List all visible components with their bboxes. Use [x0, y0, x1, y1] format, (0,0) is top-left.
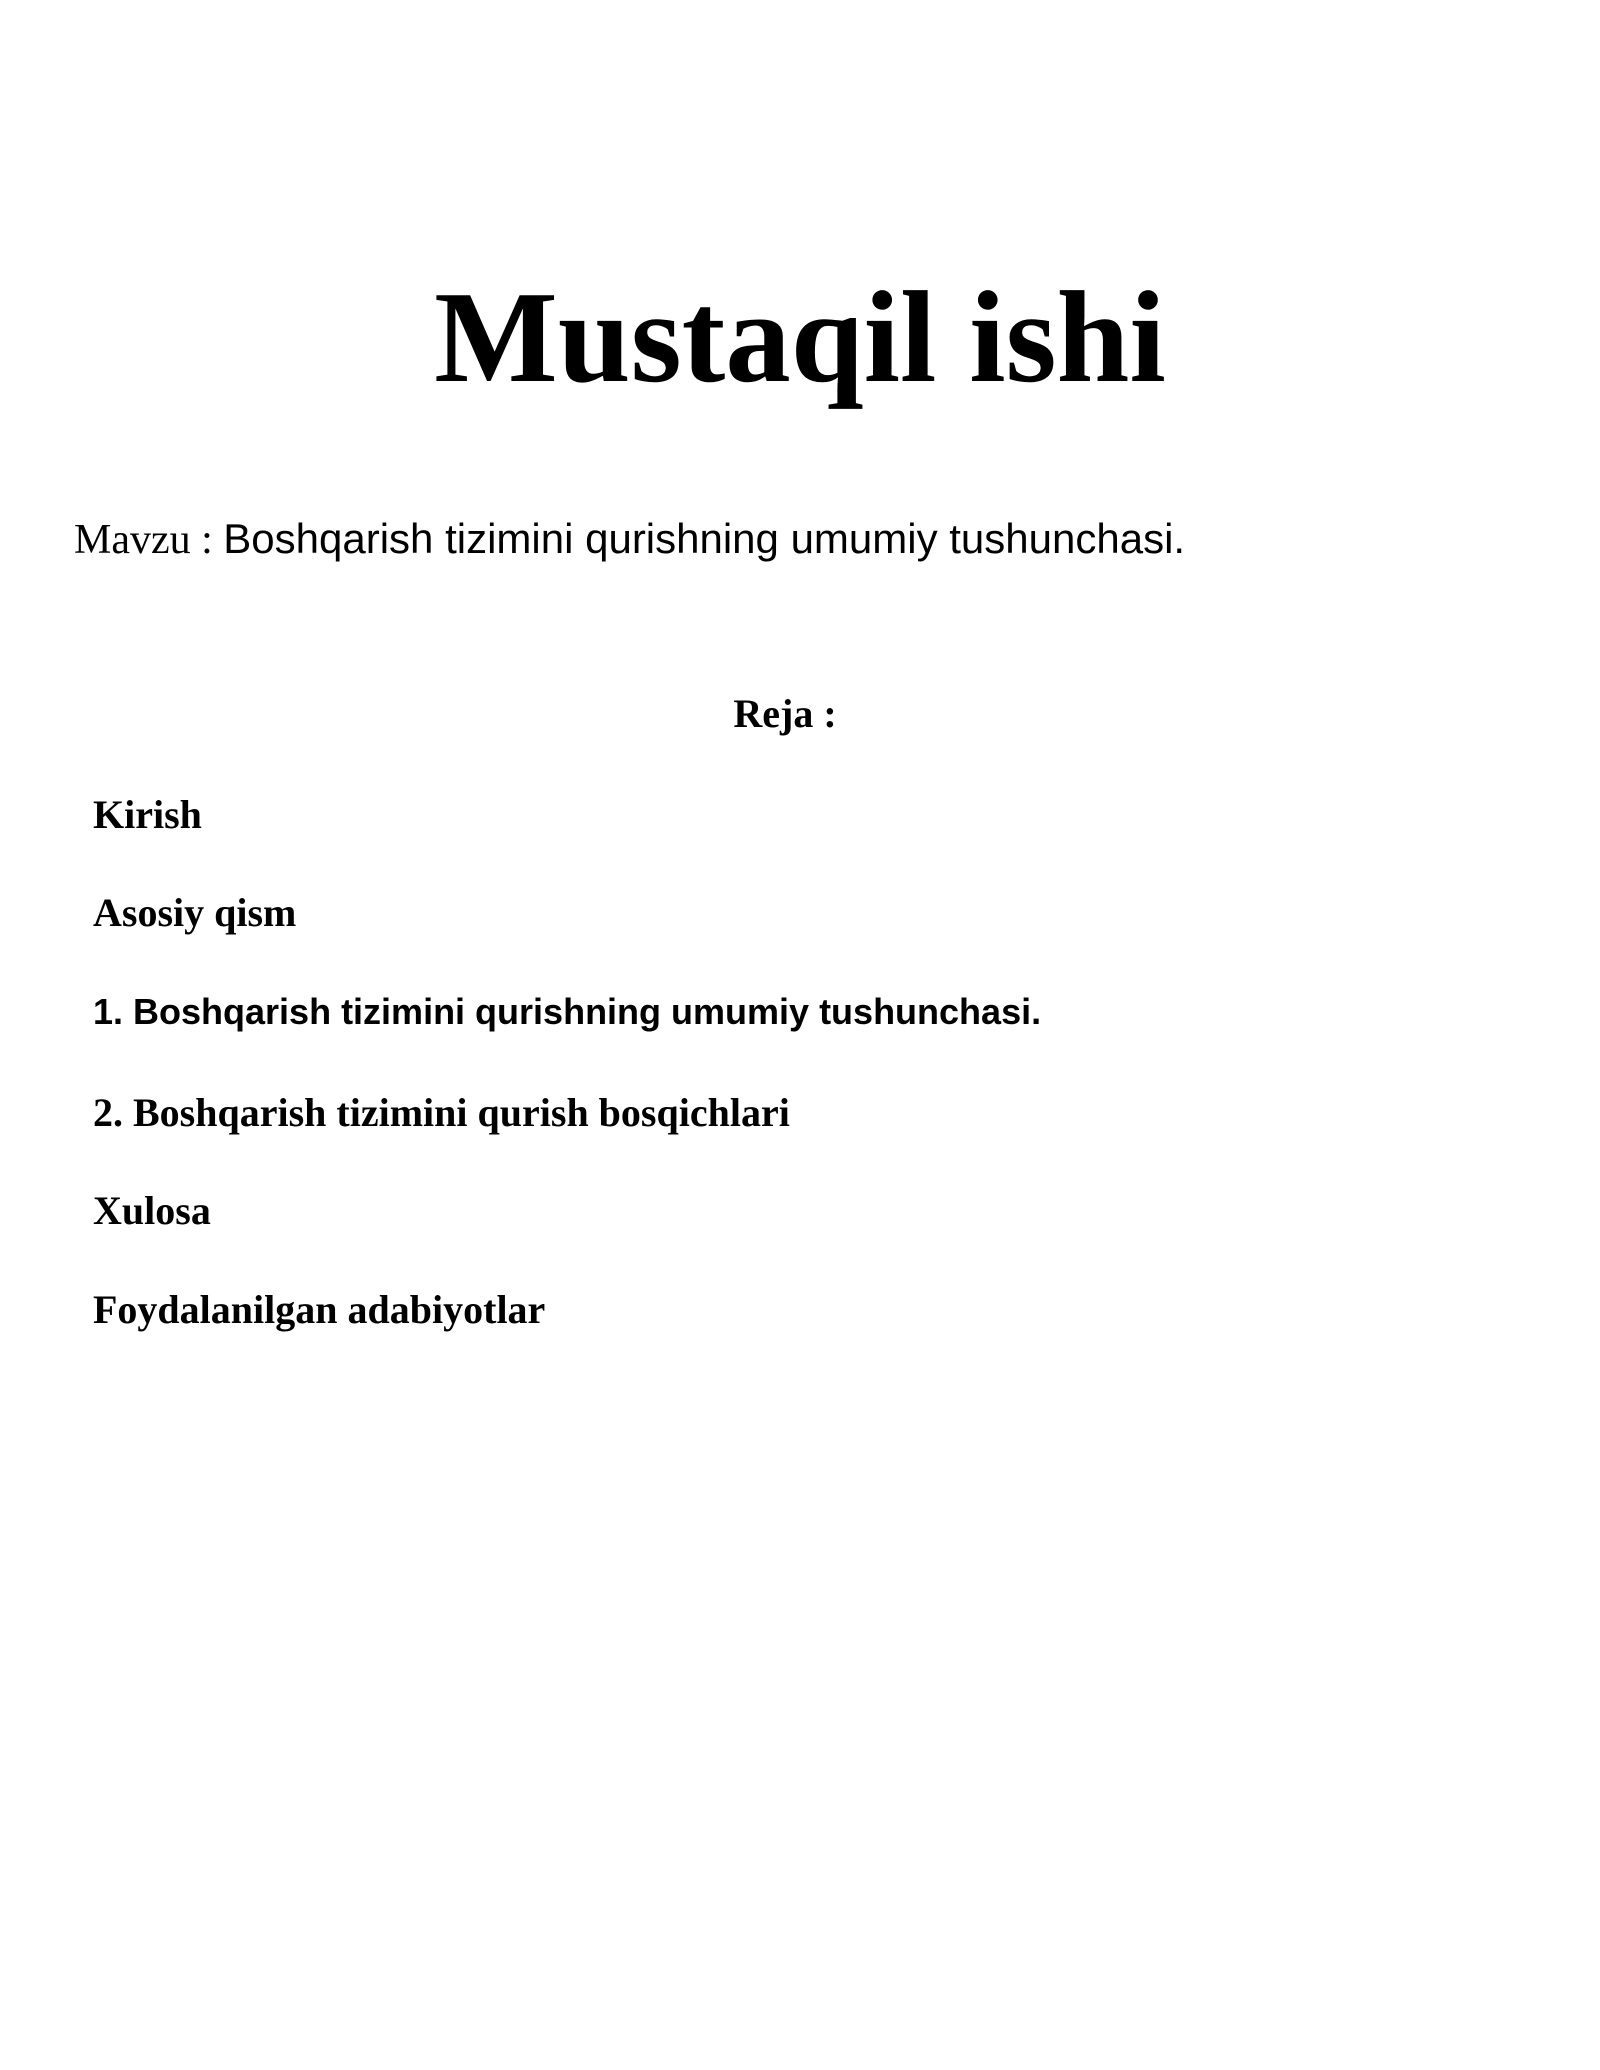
plan-item-main-part: Asosiy qism — [93, 890, 297, 935]
plan-item-section-2: 2. Boshqarish tizimini qurish bosqichlari — [93, 1090, 790, 1135]
plan-item-references: Foydalanilgan adabiyotlar — [93, 1287, 546, 1332]
plan-item-conclusion: Xulosa — [93, 1188, 211, 1233]
topic-line — [74, 515, 1186, 563]
topic-text: Boshqarish tizimini qurishning umumiy tushunchasi. — [223, 515, 1186, 562]
topic-label: Mavzu : — [74, 517, 224, 563]
plan-heading: Reja : — [733, 691, 837, 736]
plan-item-intro: Kirish — [93, 792, 202, 837]
document-title: Mustaqil ishi — [434, 265, 1166, 410]
plan-item-section-1: 1. Boshqarish tizimini qurishning umumiy tushunchasi. — [93, 991, 1042, 1032]
